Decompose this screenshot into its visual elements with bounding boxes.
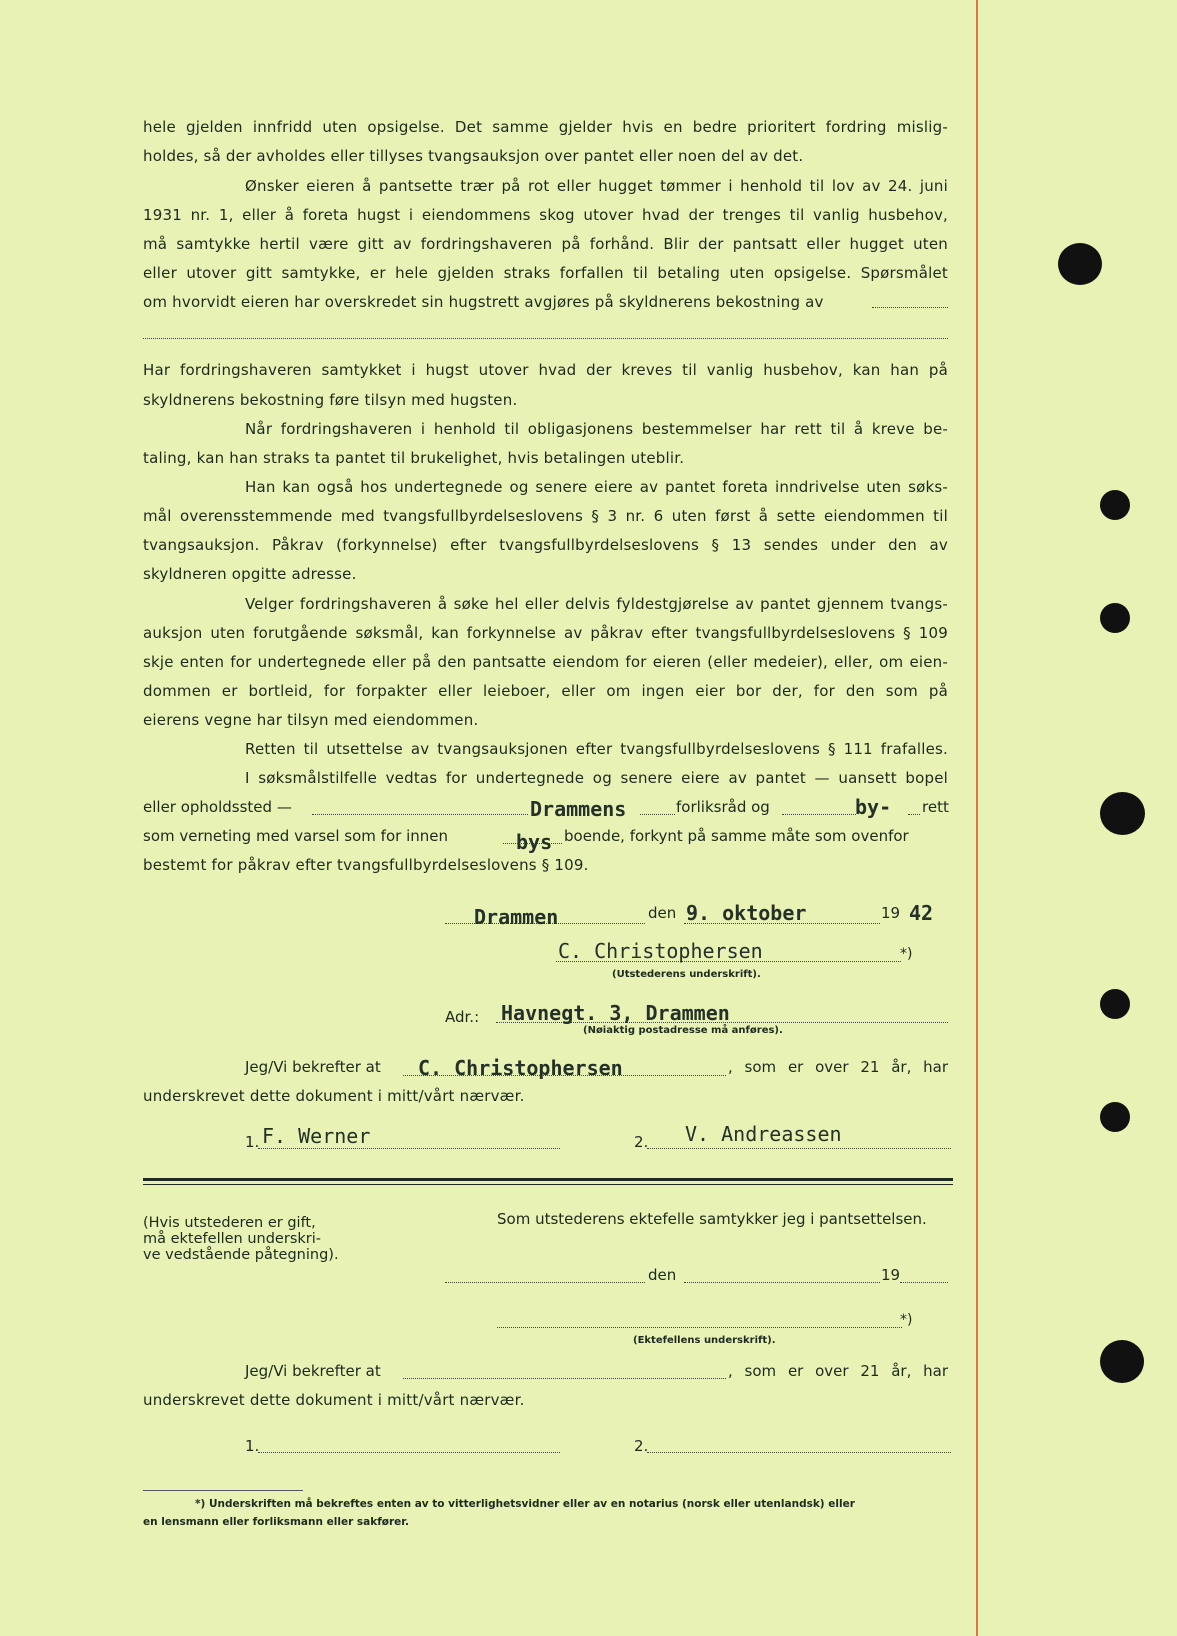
date-day-month: 9. oktober — [686, 901, 807, 925]
blank-line — [258, 1452, 560, 1453]
blank-line — [900, 1282, 948, 1283]
witness-subject: C. Christophersen — [418, 1056, 623, 1080]
witness-number: 1. — [245, 1437, 260, 1455]
blank-line — [684, 1282, 880, 1283]
text-line: taling, kan han straks ta pantet til brukelighet, hvis betalingen uteblir. — [143, 449, 685, 467]
margin-line — [976, 0, 978, 1636]
text-line: hele gjelden innfridd uten opsigelse. Det samme gjelder hvis en bedre prioritert fordring mislig- — [143, 118, 948, 136]
witness-prefix: Jeg/Vi bekrefter at — [245, 1058, 381, 1076]
punch-hole — [1100, 1340, 1144, 1383]
text-line: Ønsker eieren å pantsette trær på rot eller hugget tømmer i henhold til lov av 24. juni — [245, 177, 948, 195]
blank-line — [908, 814, 920, 815]
note-line: ve vedstående påtegning). — [143, 1247, 339, 1263]
text-line: Retten til utsettelse av tvangsauksjonen efter tvangsfullbyrdelseslovens § 111 frafalles. — [245, 740, 948, 758]
text-line: skyldnerens bekostning føre tilsyn med hugsten. — [143, 391, 518, 409]
text-line: Når fordringshaveren i henhold til obligasjonens bestemmelser har rett til å kreve be- — [245, 420, 948, 438]
witness-suffix: , som er over 21 år, har — [728, 1058, 948, 1076]
note-line: (Hvis utstederen er gift, — [143, 1215, 316, 1231]
signature-star: *) — [900, 946, 913, 962]
text-line: Velger fordringshaveren å søke hel eller delvis fyldestgjørelse av pantet gjennem tvangs- — [245, 595, 948, 613]
text-line: bestemt for påkrav efter tvangsfullbyrdelseslovens § 109. — [143, 856, 589, 874]
blank-line — [312, 814, 528, 815]
text-line — [143, 293, 948, 311]
witness-1-signature: F. Werner — [262, 1124, 371, 1148]
blank-line — [258, 1148, 560, 1149]
witness-prefix: Jeg/Vi bekrefter at — [245, 1362, 381, 1380]
text-line: skje enten for undertegnede eller på den pantsatte eiendom for eieren (eller medeier), eller, om eien- — [143, 653, 948, 671]
text-line: må samtykke hertil være gitt av fordringshaveren på forhånd. Blir der pantsatt eller hugget uten — [143, 235, 948, 253]
address-label: Adr.: — [445, 1008, 480, 1026]
text-line: underskrevet dette dokument i mitt/vårt nærvær. — [143, 1087, 525, 1105]
blank-line — [143, 338, 948, 339]
venue-line2-prefix: som verneting med varsel som for innen — [143, 827, 448, 845]
text-line: skyldneren opgitte adresse. — [143, 565, 357, 583]
witness-number: 2. — [634, 1133, 649, 1151]
footnote-line: *) Underskriften må bekreftes enten av to vitterlighetsvidner eller av en notarius (norsk eller utenlandsk) eller — [195, 1498, 855, 1510]
court-type: by- — [855, 795, 892, 819]
punch-hole — [1100, 603, 1130, 633]
witness-2-signature: V. Andreassen — [685, 1122, 842, 1146]
issuer-caption: (Utstederens underskrift). — [612, 969, 761, 980]
spouse-den: den — [648, 1266, 677, 1284]
date-den: den — [648, 904, 677, 922]
issuer-signature: C. Christophersen — [558, 939, 763, 963]
text-line: eller utover gitt samtykke, er hele gjelden straks forfallen til betaling uten opsigelse. Spørsmålet — [143, 264, 948, 282]
blank-line — [403, 1378, 726, 1379]
date-year-prefix: 19 — [881, 904, 901, 922]
issuer-address: Havnegt. 3, Drammen — [501, 1001, 730, 1025]
blank-line — [647, 1452, 951, 1453]
text-line: auksjon uten forutgående søksmål, kan forkynnelse av påkrav efter tvangsfullbyrdelseslovens § 109 — [143, 624, 948, 642]
blank-line — [872, 307, 948, 308]
residence: bys — [516, 830, 553, 854]
blank-line — [782, 814, 856, 815]
text-line: underskrevet dette dokument i mitt/vårt nærvær. — [143, 1391, 525, 1409]
spouse-consent: Som utstederens ektefelle samtykker jeg i pantsettelsen. — [497, 1210, 927, 1228]
text-line: holdes, så der avholdes eller tillyses tvangsauksjon over pantet eller noen del av det. — [143, 147, 804, 165]
venue-mid: forliksråd og — [676, 798, 770, 816]
text-line: tvangsauksjon. Påkrav (forkynnelse) efter tvangsfullbyrdelseslovens § 13 sendes under den av — [143, 536, 948, 554]
punch-hole — [1100, 792, 1145, 835]
blank-line — [640, 814, 675, 815]
text-segment: om hvorvidt eieren har overskredet sin hugstrett avgjøres på skyldnerens bekostning av — [143, 293, 824, 311]
footnote-rule — [143, 1490, 303, 1491]
blank-line — [497, 1327, 902, 1328]
note-line: må ektefellen underskri- — [143, 1231, 321, 1247]
witness-number: 2. — [634, 1437, 649, 1455]
footnote-line: en lensmann eller forliksmann eller sakfører. — [143, 1516, 409, 1528]
text-line: dommen er bortleid, for forpakter eller leieboer, eller om ingen eier bor der, for den som på — [143, 682, 948, 700]
section-divider — [143, 1184, 953, 1185]
witness-suffix: , som er over 21 år, har — [728, 1362, 948, 1380]
court-city: Drammens — [530, 797, 627, 821]
text-line: Han kan også hos undertegnede og senere eiere av pantet foreta inndrivelse uten søks- — [245, 478, 948, 496]
punch-hole — [1100, 989, 1130, 1019]
blank-line — [647, 1148, 951, 1149]
punch-hole — [1058, 243, 1102, 285]
text-line: Har fordringshaveren samtykket i hugst utover hvad der kreves til vanlig husbehov, kan han på — [143, 361, 948, 379]
venue-prefix: eller opholdssted — — [143, 798, 292, 816]
text-line: I søksmålstilfelle vedtas for undertegnede og senere eiere av pantet — uansett bopel — [245, 769, 948, 787]
venue-line2-suffix: boende, forkynt på samme måte som ovenfor — [564, 827, 909, 845]
text-line: eierens vegne har tilsyn med eiendommen. — [143, 711, 479, 729]
spouse-caption: (Ektefellens underskrift). — [633, 1335, 776, 1346]
venue-suffix: rett — [922, 798, 949, 816]
section-divider — [143, 1178, 953, 1181]
date-year-suffix: 42 — [909, 901, 934, 925]
punch-hole — [1100, 1102, 1130, 1132]
date-place: Drammen — [474, 905, 559, 929]
text-line: 1931 nr. 1, eller å foreta hugst i eiendommens skog utover hvad der trenges til vanlig husbehov, — [143, 206, 948, 224]
witness-number: 1. — [245, 1133, 260, 1151]
blank-line — [445, 1282, 645, 1283]
signature-star: *) — [900, 1312, 913, 1328]
address-caption: (Nøiaktig postadresse må anføres). — [583, 1025, 783, 1036]
spouse-note — [143, 1215, 339, 1263]
punch-hole — [1100, 490, 1130, 520]
spouse-year-prefix: 19 — [881, 1266, 901, 1284]
text-line: mål overensstemmende med tvangsfullbyrdelseslovens § 3 nr. 6 uten først å sette eiendommen til — [143, 507, 948, 525]
